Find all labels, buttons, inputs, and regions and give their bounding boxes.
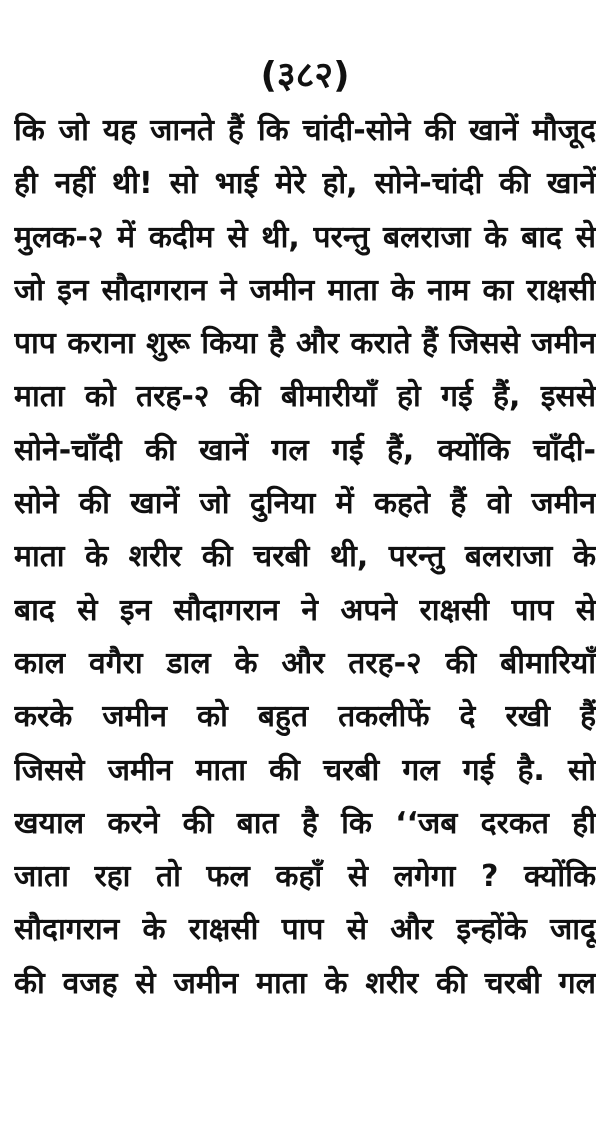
text-line: की वजह से जमीन माता के शरीर की चरबी गल	[14, 965, 596, 1001]
page-number: (३८२)	[260, 55, 350, 96]
text-line: खयाल करने की बात है कि ‘‘जब दरकत ही	[14, 805, 596, 841]
text-line: कि जो यह जानते हैं कि चांदी-सोने की खानें मौजूद	[14, 113, 596, 148]
text-line: करके जमीन को बहुत तकलीफें दे रखी हैं	[14, 699, 596, 735]
text-line: जो इन सौदागरान ने जमीन माता के नाम का राक्षसी	[14, 272, 596, 308]
text-line: सौदागरान के राक्षसी पाप से और इन्होंके जादू	[14, 912, 596, 948]
body-text	[14, 104, 596, 1010]
text-line: ही नहीं थी! सो भाई मेरे हो, सोने-चांदी की खानें	[14, 166, 596, 202]
text-line: माता को तरह-२ की बीमारीयाँ हो गई हैं, इससे	[14, 379, 596, 415]
text-line: बाद से इन सौदागरान ने अपने राक्षसी पाप से	[14, 592, 596, 628]
text-line: मुलक-२ में कदीम से थी, परन्तु बलराजा के बाद से	[14, 219, 596, 255]
text-line: सोने-चाँदी की खानें गल गई हैं, क्योंकि चाँदी-	[14, 432, 596, 468]
text-line: काल वगैरा डाल के और तरह-२ की बीमारियाँ	[14, 645, 596, 681]
text-line: सोने की खानें जो दुनिया में कहते हैं वो जमीन	[14, 486, 596, 522]
text-line: जाता रहा तो फल कहाँ से लगेगा ? क्योंकि	[14, 859, 596, 895]
text-line: माता के शरीर की चरबी थी, परन्तु बलराजा के	[14, 539, 596, 575]
text-line: पाप कराना शुरू किया है और कराते हैं जिससे जमीन	[14, 326, 596, 362]
text-line: जिससे जमीन माता की चरबी गल गई है. सो	[14, 752, 596, 788]
